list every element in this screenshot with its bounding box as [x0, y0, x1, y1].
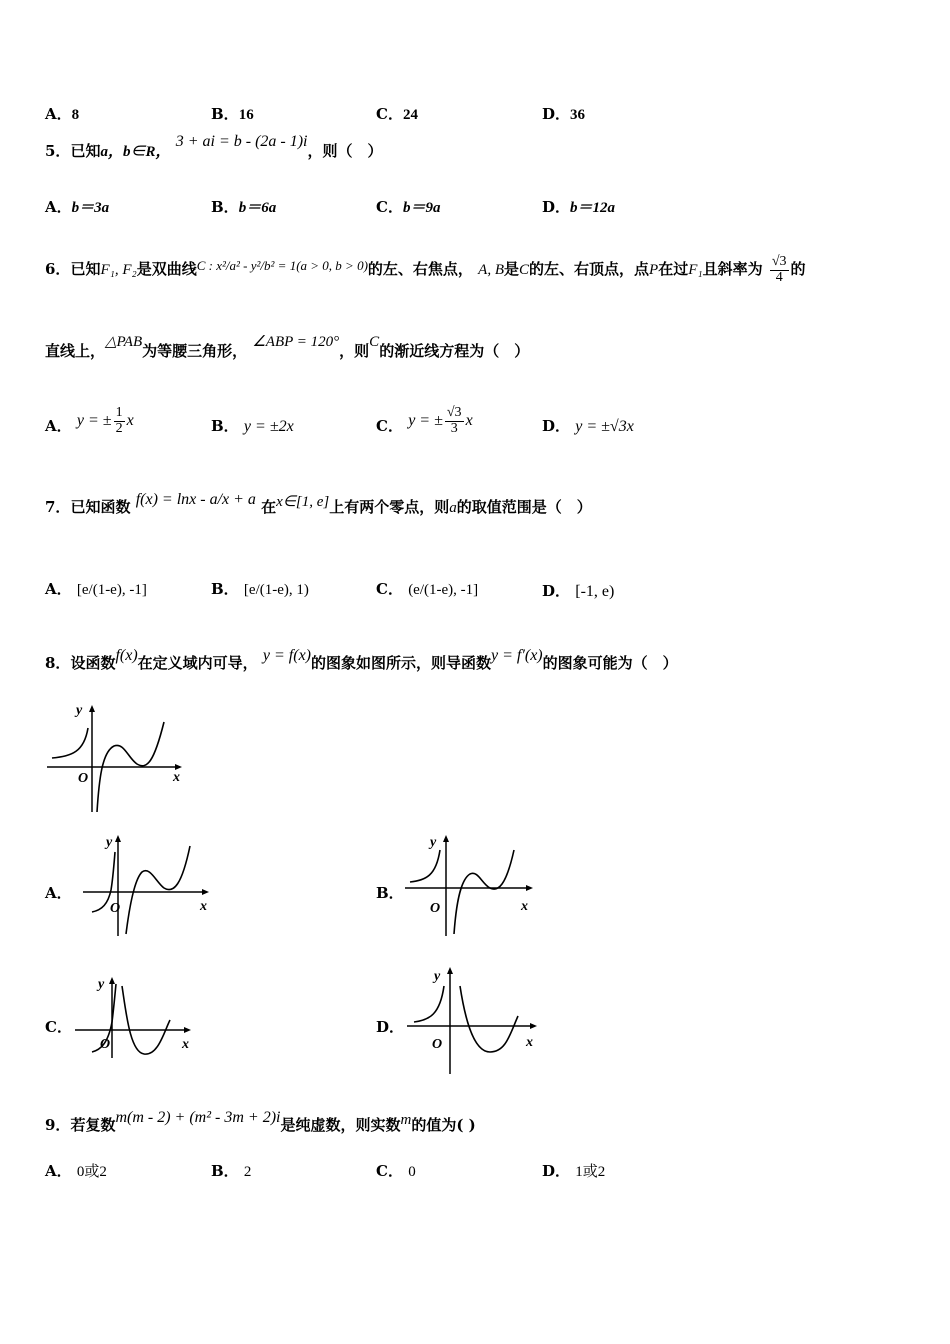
q4-option-b: B．16 — [211, 105, 254, 123]
q8-stem: 8．设函数f(x)在定义域内可导， y = f(x)的图象如图所示，则导函数y = f′(x)的图象可能为（ ） — [45, 647, 678, 672]
q7-option-b: B． [e/(1-e), 1) — [211, 580, 309, 598]
q6-stem-line1: 6．已知F₁, F₂是双曲线C : x²/a² - y²/b² = 1(a > 0, b > 0)的左、右焦点， A, B是C的左、右顶点，点P在过F₁且斜率为 $\frac{√3}{4}$ 的 — [45, 254, 806, 285]
q8-option-c-graph — [70, 972, 200, 1062]
axis-y-label: y — [430, 835, 437, 850]
origin-label: O — [100, 1037, 111, 1052]
axis-y-label: y — [76, 703, 83, 718]
axis-x-label: x — [521, 899, 528, 914]
q7-option-d: D． [-1, e) — [542, 582, 615, 600]
q9-option-d: D． 1或2 — [542, 1162, 606, 1180]
q8-option-a-label: A． — [45, 884, 72, 902]
q9-stem: 9．若复数m(m - 2) + (m² - 3m + 2)i是纯虚数，则实数m的值为( ) — [45, 1109, 476, 1134]
q8-option-d-graph — [402, 962, 547, 1077]
origin-label: O — [432, 1037, 443, 1052]
origin-label: O — [78, 771, 89, 786]
q8-option-a-graph — [78, 830, 218, 940]
q9-option-b: B． 2 — [211, 1162, 252, 1180]
q7-stem: 7．已知函数 f(x) = lnx - a/x + a 在x∈[1, e]上有两个零点，则a的取值范围是（ ） — [45, 491, 592, 516]
q5-option-c: C．b＝9a — [376, 198, 441, 216]
q4-option-a: A．8 — [45, 105, 80, 123]
q5-option-b: B．b＝6a — [211, 198, 277, 216]
origin-label: O — [430, 901, 441, 916]
axis-y-label: y — [434, 969, 441, 984]
axis-x-label: x — [200, 899, 207, 914]
q6-option-c: C． y = ± $\frac{√3}{3}$ x — [376, 405, 473, 436]
q6-option-a: A． y = ± $\frac{1}{2}$ x — [45, 405, 134, 436]
axis-x-label: x — [182, 1037, 189, 1052]
q4-option-d: D．36 — [542, 105, 586, 123]
q5-option-d: D．b＝12a — [542, 198, 616, 216]
q5-option-a: A．b＝3a — [45, 198, 110, 216]
q7-option-a: A． [e/(1-e), -1] — [45, 580, 147, 598]
q4-option-c: C．24 — [376, 105, 418, 123]
q9-option-a: A． 0或2 — [45, 1162, 107, 1180]
q6-stem-line2: 直线上，△PAB为等腰三角形， ∠ABP = 120°，则C的渐近线方程为（ ） — [45, 334, 530, 360]
origin-label: O — [110, 901, 121, 916]
slope-fraction: $\frac{√3}{4}$ — [771, 254, 787, 285]
q8-option-b-graph — [400, 830, 540, 940]
axis-y-label: y — [98, 977, 105, 992]
axis-y-label: y — [106, 835, 113, 850]
axis-x-label: x — [526, 1035, 533, 1050]
q8-option-c-label: C． — [45, 1018, 72, 1036]
q8-option-b-label: B． — [376, 884, 404, 902]
q7-option-c: C． (e/(1-e), -1] — [376, 580, 479, 598]
axis-x-label: x — [173, 770, 180, 785]
q8-option-d-label: D． — [376, 1018, 405, 1036]
q8-function-graph — [42, 700, 192, 815]
q5-stem: 5．已知a，b∈R， 3 + ai = b - (2a - 1)i，则（ ） — [45, 133, 383, 160]
q6-option-d: D． y = ±√3x — [542, 417, 634, 435]
q6-option-b: B． y = ±2x — [211, 417, 294, 435]
q9-option-c: C． 0 — [376, 1162, 416, 1180]
